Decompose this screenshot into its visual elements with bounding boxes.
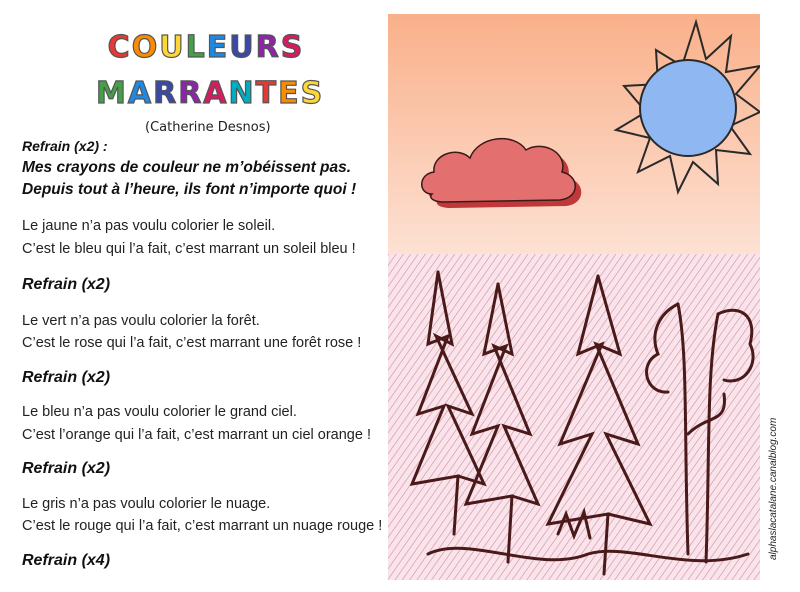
title-letter: A [127,76,154,111]
title-letter: N [228,76,256,111]
stanza-1-line-2: C’est le bleu qui l’a fait, c’est marrant un soleil bleu ! [22,241,356,257]
title-letter: E [206,30,230,65]
refrain-line-1: Mes crayons de couleur ne m’obéissent pas. [22,159,352,176]
author: (Catherine Desnos) [145,120,271,135]
stanza-2-refrain: Refrain (x2) [22,369,111,386]
stanza-2-line-2: C’est le rose qui l’a fait, c’est marrant une forêt rose ! [22,335,362,351]
refrain-line-2: Depuis tout à l’heure, ils font n’importe quoi ! [22,181,357,198]
stanza-4-refrain: Refrain (x4) [22,552,111,569]
stanza-3-line-2: C’est l’orange qui l’a fait, c’est marrant un ciel orange ! [22,427,371,443]
title-letter: R [153,76,179,111]
title-letter: O [131,30,160,65]
title-letter: A [203,76,229,111]
title-line-2 [96,76,325,111]
title-letter: R [178,76,204,111]
title-letter: R [255,30,281,65]
stanza-4-line-1: Le gris n’a pas voulu colorier le nuage. [22,496,271,512]
title-letter: S [300,76,325,111]
stanza-1-line-1: Le jaune n’a pas voulu colorier le soleil. [22,218,276,234]
stanza-3-line-1: Le bleu n’a pas voulu colorier le grand ciel. [22,404,297,420]
title-letter: S [280,30,305,65]
stanza-1-refrain: Refrain (x2) [22,276,111,293]
title-letter: U [159,30,186,65]
title-letter: T [255,76,279,111]
illustration [388,14,760,580]
title-letter: L [185,30,207,65]
title-letter: E [278,76,301,111]
refrain-label: Refrain (x2) : [22,138,108,154]
title-line-1 [96,30,316,65]
credit-text: alphaslacatalane.canalblog.com [768,417,779,560]
title-letter: C [107,30,132,65]
stanza-3-refrain: Refrain (x2) [22,460,111,477]
title-letter: M [96,76,128,111]
stanza-2-line-1: Le vert n’a pas voulu colorier la forêt. [22,313,260,329]
stanza-4-line-2: C’est le rouge qui l’a fait, c’est marrant un nuage rouge ! [22,518,383,534]
title-letter: U [229,30,256,65]
